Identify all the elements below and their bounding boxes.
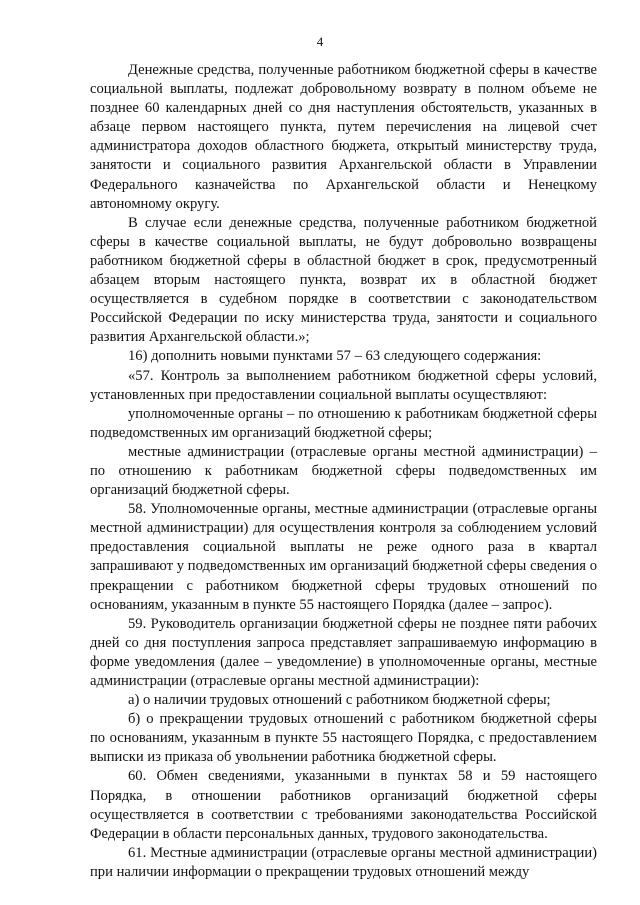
paragraph-return-deadline: Денежные средства, полученные работником бюджетной сферы в качестве социальной выплаты, подлежат добровольному возврату в полном объеме не позднее 60 календарных дней со дня наступления обстоятельств, указанных в абзаце первом настоящего пункта, путем перечисления на лицевой счет администратора доходов областного бюджета, открытый министерству труда, занятости и социального развития Архангельской области в Управлении Федерального казначейства по Архангельской области и Ненецкому автономному округу.: [90, 62, 597, 212]
paragraph-item-16: 16) дополнить новыми пунктами 57 – 63 следующего содержания:: [128, 348, 542, 365]
paragraph-clause-59-a: а) о наличии трудовых отношений с работником бюджетной сферы;: [128, 692, 551, 709]
paragraph-clause-57-authorized-bodies: уполномоченные органы – по отношению к работникам бюджетной сферы подведомственных им организаций бюджетной сферы;: [90, 405, 597, 441]
paragraph-court-recovery: В случае если денежные средства, полученные работником бюджетной сферы в качестве социальной выплаты, не будут добровольно возвращены работником бюджетной сферы в областной бюджет в срок, предусмотренный абзацем вторым настоящего пункта, возврат их в областной бюджет осуществляется в судебном порядке в соответствии с законодательством Российской Федерации по иску министерства труда, занятости и социального развития Архангельской области.»;: [90, 214, 597, 346]
paragraph-clause-59: 59. Руководитель организации бюджетной сферы не позднее пяти рабочих дней со дня поступления запроса представляет запрашиваемую информацию в форме уведомления (далее – уведомление) в уполномоченные органы, местные администрации (отраслевые органы местной администрации):: [90, 615, 597, 689]
paragraph-clause-60: 60. Обмен сведениями, указанными в пунктах 58 и 59 настоящего Порядка, в отношении работников организаций бюджетной сферы осуществляется в соответствии с требованиями законодательства Российской Федерации в области персональных данных, трудового законодательства.: [90, 768, 597, 842]
paragraph-clause-57-local-administrations: местные администрации (отраслевые органы местной администрации) – по отношению к работникам бюджетной сферы подведомственных им организаций бюджетной сферы.: [90, 443, 597, 499]
document-body: [90, 61, 597, 882]
paragraph-clause-61: 61. Местные администрации (отраслевые органы местной администрации) при наличии информации о прекращении трудовых отношений между: [90, 844, 597, 880]
paragraph-clause-58: 58. Уполномоченные органы, местные администрации (отраслевые органы местной администрации) для осуществления контроля за соблюдением условий предоставления социальной выплаты не реже одного раза в квартал запрашивают у подведомственных им организаций бюджетной сферы сведения о прекращении с работником бюджетной сферы трудовых отношений по основаниям, указанным в пункте 55 настоящего Порядка (далее – запрос).: [90, 501, 597, 613]
page-number: 4: [316, 34, 324, 49]
paragraph-clause-59-b: б) о прекращении трудовых отношений с работником бюджетной сферы по основаниям, указанным в пункте 55 настоящего Порядка, с предоставлением выписки из приказа об увольнении работника бюджетной сферы.: [90, 711, 597, 766]
paragraph-clause-57: «57. Контроль за выполнением работником бюджетной сферы условий, установленных при предоставлении социальной выплаты осуществляют:: [90, 367, 597, 403]
